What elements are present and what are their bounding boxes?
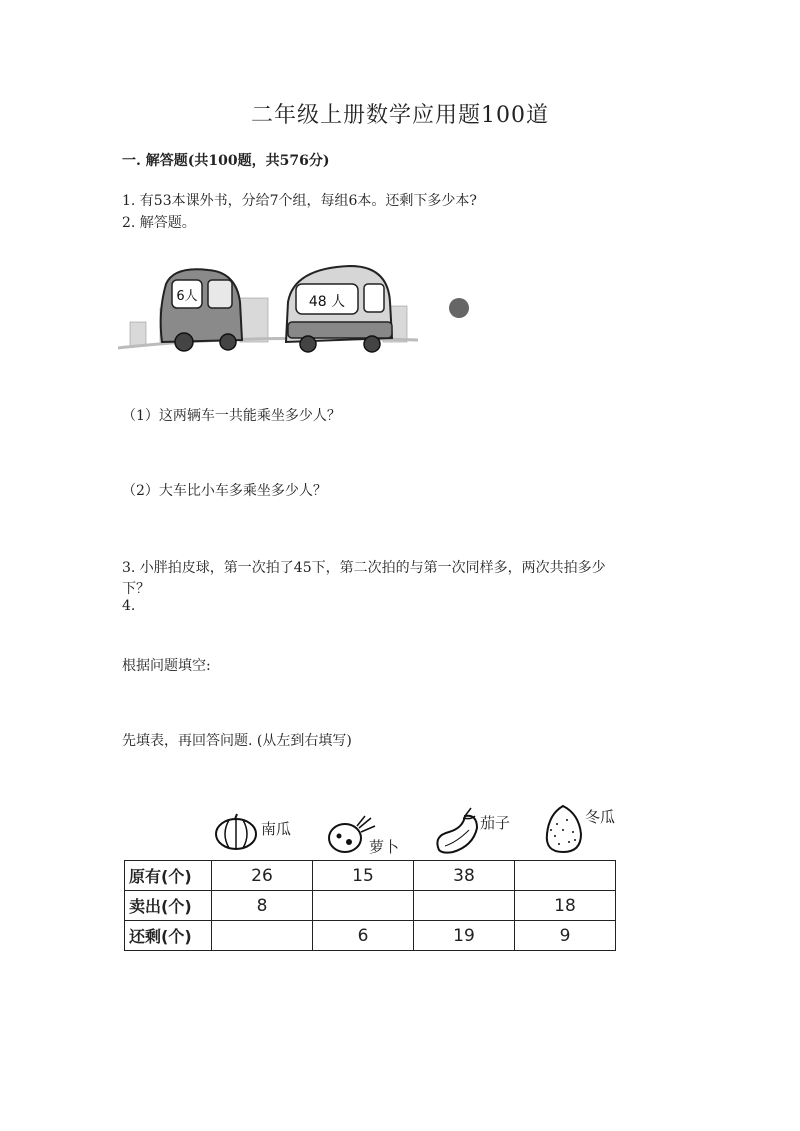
table-cell (212, 921, 313, 951)
bus-label: 48 人 (308, 294, 346, 310)
eggplant-icon (433, 806, 483, 856)
table-cell (414, 891, 515, 921)
row-header: 卖出(个) (125, 891, 212, 921)
table-cell: 38 (414, 861, 515, 891)
table-row (125, 861, 616, 891)
bus-icon (286, 266, 392, 352)
vegetable-label-radish: 萝卜 (369, 838, 400, 856)
table-row (125, 891, 616, 921)
vegetable-label-winter-melon: 冬瓜 (585, 808, 616, 826)
table-cell: 26 (212, 861, 313, 891)
table-row (125, 921, 616, 951)
table-cell: 19 (414, 921, 515, 951)
table-cell (515, 861, 616, 891)
small-car-label: 6人 (176, 289, 198, 304)
table-cell: 6 (313, 921, 414, 951)
question-4: 4. (122, 598, 136, 614)
section-heading: 一. 解答题(共100题，共576分) (122, 153, 330, 169)
winter-melon-icon (543, 802, 585, 856)
question-2-part-1: （1）这两辆车一共能乘坐多少人？ (122, 408, 341, 424)
table-cell: 18 (515, 891, 616, 921)
question-2: 2. 解答题。 (122, 215, 196, 231)
question-4-task: 先填表，再回答问题. (从左到右填写) (122, 733, 352, 749)
page-title: 二年级上册数学应用题100道 (251, 103, 549, 128)
question-3-line-2: 下？ (122, 581, 150, 597)
vehicles-illustration (118, 262, 478, 362)
table-cell: 15 (313, 861, 414, 891)
dot-marker (449, 298, 469, 318)
table-cell: 9 (515, 921, 616, 951)
small-car-icon (161, 269, 242, 351)
question-1: 1. 有53本课外书，分给7个组，每组6本。还剩下多少本? (122, 193, 477, 209)
vegetables-row (195, 800, 635, 864)
table-cell (313, 891, 414, 921)
vegetable-label-pumpkin: 南瓜 (261, 820, 292, 838)
vegetable-table (124, 860, 616, 951)
vegetable-label-eggplant: 茄子 (480, 814, 511, 832)
row-header: 原有(个) (125, 861, 212, 891)
question-2-part-2: （2）大车比小车多乘坐多少人？ (122, 483, 327, 499)
question-3-line-1: 3. 小胖拍皮球，第一次拍了45下，第二次拍的与第一次同样多，两次共拍多少 (122, 560, 606, 576)
row-header: 还剩(个) (125, 921, 212, 951)
pumpkin-icon (213, 812, 259, 852)
table-cell: 8 (212, 891, 313, 921)
question-4-instruction: 根据问题填空: (122, 658, 211, 674)
